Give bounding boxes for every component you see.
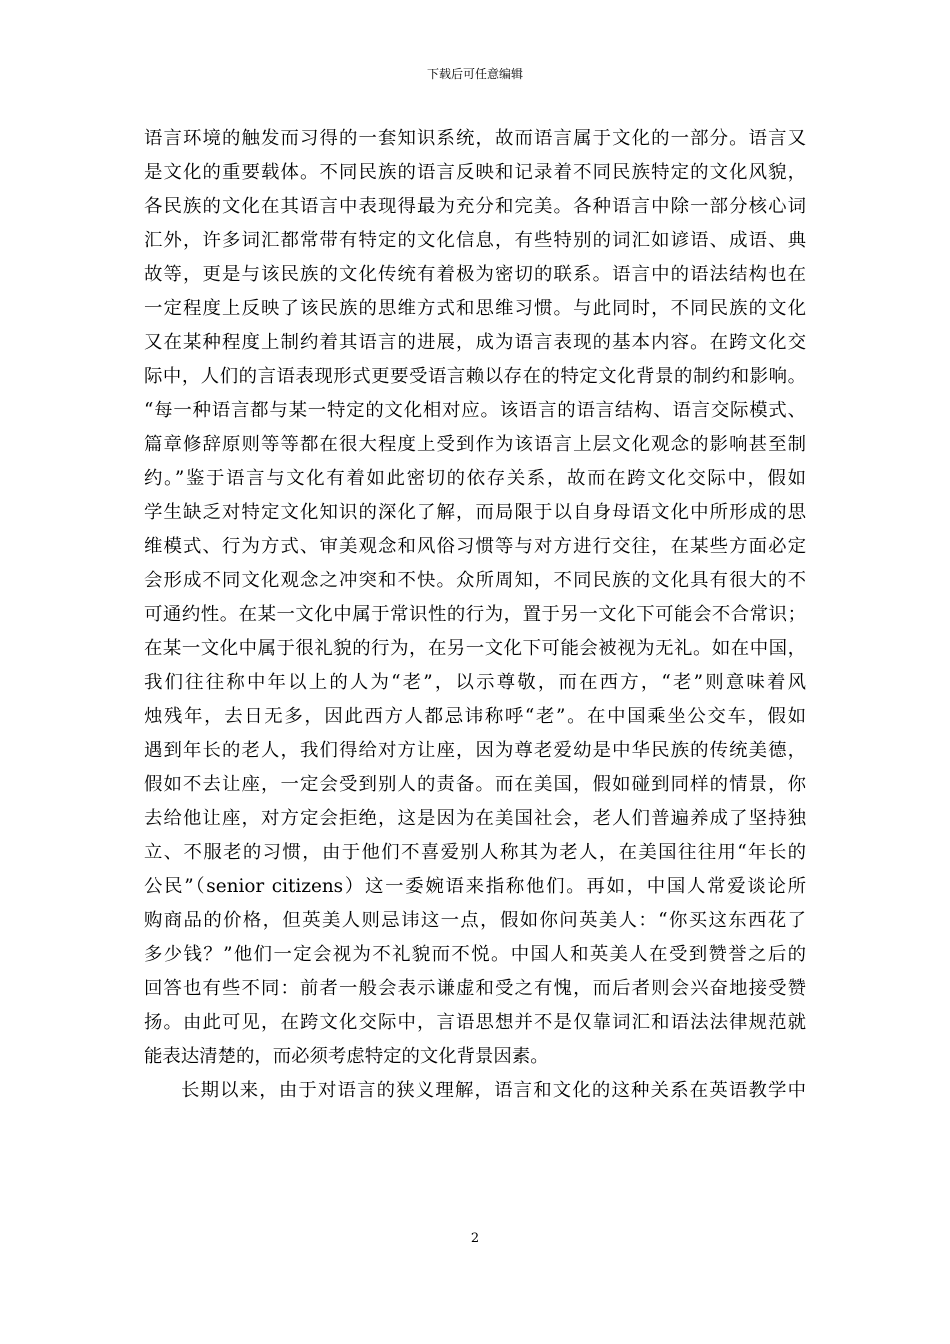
text-line: 回答也有些不同：前者一般会表示谦虚和受之有愧，而后者则会兴奋地接受赞 bbox=[144, 978, 806, 999]
page-header: 下载后可任意编辑 bbox=[426, 67, 523, 81]
text-line: 语言环境的触发而习得的一套知识系统，故而语言属于文化的一部分。语言又 bbox=[144, 128, 806, 149]
text-line: 可通约性。在某一文化中属于常识性的行为，置于另一文化下可能会不合常识； bbox=[144, 604, 806, 625]
page-number: 2 bbox=[470, 1231, 480, 1246]
text-line: 故等，更是与该民族的文化传统有着极为密切的联系。语言中的语法结构也在 bbox=[144, 264, 806, 285]
text-line: 学生缺乏对特定文化知识的深化了解，而局限于以自身母语文化中所形成的思 bbox=[144, 502, 806, 523]
text-line: 扬。由此可见，在跨文化交际中，言语思想并不是仅靠词汇和语法法律规范就 bbox=[144, 1012, 806, 1033]
text-line: 假如不去让座，一定会受到别人的责备。而在美国，假如碰到同样的情景，你 bbox=[144, 774, 806, 795]
text-line: 篇章修辞原则等等都在很大程度上受到作为该语言上层文化观念的影响甚至制 bbox=[144, 434, 806, 455]
text-line: 又在某种程度上制约着其语言的进展，成为语言表现的基本内容。在跨文化交 bbox=[144, 332, 806, 353]
text-line: 汇外，许多词汇都常带有特定的文化信息，有些特别的词汇如谚语、成语、典 bbox=[144, 230, 806, 251]
text-line: 会形成不同文化观念之冲突和不快。众所周知，不同民族的文化具有很大的不 bbox=[144, 570, 806, 591]
text-line: 各民族的文化在其语言中表现得最为充分和完美。各种语言中除一部分核心词 bbox=[144, 196, 806, 217]
text-line: 去给他让座，对方定会拒绝，这是因为在美国社会，老人们普遍养成了坚持独 bbox=[144, 808, 806, 829]
text-line: 公民”（senior citizens）这一委婉语来指称他们。再如，中国人常爱谈论所 bbox=[144, 876, 806, 897]
text-line: 遇到年长的老人，我们得给对方让座，因为尊老爱幼是中华民族的传统美德， bbox=[144, 740, 806, 761]
paragraph-start-line: 长期以来，由于对语言的狭义理解，语言和文化的这种关系在英语教学中 bbox=[181, 1080, 806, 1101]
text-line: 多少钱？”他们一定会视为不礼貌而不悦。中国人和英美人在受到赞誉之后的 bbox=[144, 944, 806, 965]
text-line: 际中，人们的言语表现形式更要受语言赖以存在的特定文化背景的制约和影响。 bbox=[144, 366, 806, 387]
document-body bbox=[144, 122, 806, 1108]
text-line: 立、不服老的习惯，由于他们不喜爱别人称其为老人，在美国往往用“年长的 bbox=[144, 842, 806, 863]
text-line: 我们往往称中年以上的人为“老”，以示尊敬，而在西方，“老”则意味着风 bbox=[144, 672, 806, 693]
text-line: 购商品的价格，但英美人则忌讳这一点，假如你问英美人：“你买这东西花了 bbox=[144, 910, 806, 931]
text-line: 维模式、行为方式、审美观念和风俗习惯等与对方进行交往，在某些方面必定 bbox=[144, 536, 806, 557]
text-line: 约。”鉴于语言与文化有着如此密切的依存关系，故而在跨文化交际中，假如 bbox=[144, 468, 806, 489]
text-line: 烛残年，去日无多，因此西方人都忌讳称呼“老”。在中国乘坐公交车，假如 bbox=[144, 706, 806, 727]
paragraph-end-line: 能表达清楚的，而必须考虑特定的文化背景因素。 bbox=[144, 1046, 549, 1067]
text-line: “每一种语言都与某一特定的文化相对应。该语言的语言结构、语言交际模式、 bbox=[144, 400, 806, 421]
text-line: 是文化的重要载体。不同民族的语言反映和记录着不同民族特定的文化风貌， bbox=[144, 162, 806, 183]
text-line: 一定程度上反映了该民族的思维方式和思维习惯。与此同时，不同民族的文化 bbox=[144, 298, 806, 319]
text-line: 在某一文化中属于很礼貌的行为，在另一文化下可能会被视为无礼。如在中国， bbox=[144, 638, 806, 659]
